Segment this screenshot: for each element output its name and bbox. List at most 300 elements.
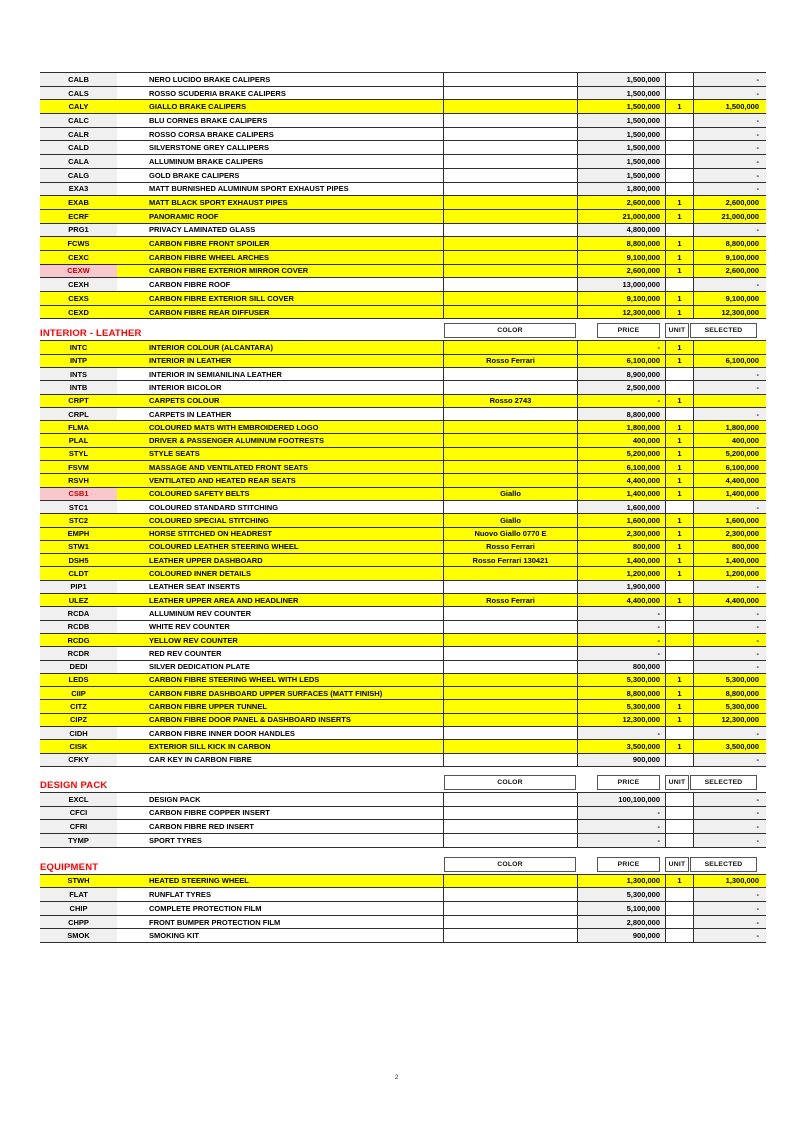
option-price-cell: 4,800,000 <box>577 224 665 237</box>
option-price-cell: 1,500,000 <box>577 100 665 113</box>
option-unit-cell: 1 <box>665 395 694 407</box>
option-code-cell: CISK <box>40 740 117 752</box>
option-description-cell: COLOURED SAFETY BELTS <box>147 488 443 500</box>
option-row <box>40 448 766 461</box>
option-code-cell: STC2 <box>40 514 117 526</box>
option-color-cell <box>443 834 577 847</box>
option-price-cell: 13,000,000 <box>577 278 665 291</box>
option-row <box>40 381 766 394</box>
spacer-cell <box>117 793 147 806</box>
option-color-cell <box>443 714 577 726</box>
option-description-cell: CARBON FIBRE UPPER TUNNEL <box>147 700 443 712</box>
option-price-cell: 3,500,000 <box>577 740 665 752</box>
option-selected-cell: - <box>694 647 766 659</box>
spacer-cell <box>117 700 147 712</box>
option-price-cell: 8,800,000 <box>577 408 665 420</box>
column-header-color: COLOR <box>444 857 576 872</box>
option-unit-cell: 1 <box>665 355 694 367</box>
option-selected-cell: - <box>694 634 766 646</box>
option-price-cell: 100,100,000 <box>577 793 665 806</box>
option-selected-cell: - <box>694 183 766 196</box>
option-unit-cell <box>665 408 694 420</box>
option-description-cell: FRONT BUMPER PROTECTION FILM <box>147 916 443 929</box>
section-title: EQUIPMENT <box>40 861 99 873</box>
option-color-cell <box>443 448 577 460</box>
option-row <box>40 306 766 320</box>
option-row <box>40 661 766 674</box>
option-description-cell: LEATHER UPPER AREA AND HEADLINER <box>147 594 443 606</box>
option-row <box>40 807 766 821</box>
option-selected-cell: - <box>694 114 766 127</box>
option-unit-cell <box>665 834 694 847</box>
option-code-cell: CEXD <box>40 306 117 319</box>
option-unit-cell <box>665 754 694 766</box>
options-table-section <box>40 857 766 943</box>
option-price-cell: - <box>577 647 665 659</box>
spacer-cell <box>117 528 147 540</box>
spacer-cell <box>117 607 147 619</box>
option-selected-cell: 1,200,000 <box>694 567 766 579</box>
option-code-cell: CALC <box>40 114 117 127</box>
option-description-cell: EXTERIOR SILL KICK IN CARBON <box>147 740 443 752</box>
option-color-cell <box>443 607 577 619</box>
option-description-cell: YELLOW REV COUNTER <box>147 634 443 646</box>
option-selected-cell: 1,400,000 <box>694 488 766 500</box>
option-color-cell <box>443 567 577 579</box>
option-code-cell: CHIP <box>40 902 117 915</box>
option-color-cell <box>443 73 577 86</box>
option-price-cell: 2,600,000 <box>577 196 665 209</box>
option-color-cell <box>443 793 577 806</box>
option-unit-cell <box>665 368 694 380</box>
option-price-cell: 2,800,000 <box>577 916 665 929</box>
option-unit-cell <box>665 793 694 806</box>
option-description-cell: SMOKING KIT <box>147 929 443 942</box>
option-selected-cell: 6,100,000 <box>694 461 766 473</box>
option-color-cell <box>443 754 577 766</box>
column-header-unit: UNIT <box>665 775 689 790</box>
option-price-cell: 5,300,000 <box>577 888 665 901</box>
option-color-cell <box>443 474 577 486</box>
option-description-cell: BLU CORNES BRAKE CALIPERS <box>147 114 443 127</box>
option-price-cell: 4,400,000 <box>577 594 665 606</box>
option-color-cell <box>443 251 577 264</box>
option-selected-cell: - <box>694 793 766 806</box>
option-description-cell: COLOURED INNER DETAILS <box>147 567 443 579</box>
option-color-cell <box>443 408 577 420</box>
option-selected-cell: 1,600,000 <box>694 514 766 526</box>
option-price-cell: 5,300,000 <box>577 674 665 686</box>
option-row <box>40 292 766 306</box>
option-unit-cell <box>665 807 694 820</box>
option-selected-cell: 5,200,000 <box>694 448 766 460</box>
option-description-cell: GIALLO BRAKE CALIPERS <box>147 100 443 113</box>
option-unit-cell <box>665 381 694 393</box>
option-code-cell: CSB1 <box>40 488 117 500</box>
option-unit-cell: 1 <box>665 210 694 223</box>
option-code-cell: STC1 <box>40 501 117 513</box>
option-price-cell: - <box>577 634 665 646</box>
option-unit-cell <box>665 501 694 513</box>
option-code-cell: CALR <box>40 128 117 141</box>
option-price-cell: - <box>577 621 665 633</box>
option-color-cell <box>443 265 577 278</box>
option-code-cell: ULEZ <box>40 594 117 606</box>
option-row <box>40 155 766 169</box>
option-row <box>40 237 766 251</box>
option-code-cell: CRPT <box>40 395 117 407</box>
spacer-cell <box>117 661 147 673</box>
option-description-cell: RUNFLAT TYRES <box>147 888 443 901</box>
option-unit-cell: 1 <box>665 594 694 606</box>
spacer-cell <box>117 740 147 752</box>
option-description-cell: ALLUMINUM BRAKE CALIPERS <box>147 155 443 168</box>
option-selected-cell: - <box>694 501 766 513</box>
spacer-cell <box>117 902 147 915</box>
spacer-cell <box>117 341 147 353</box>
option-description-cell: COLOURED STANDARD STITCHING <box>147 501 443 513</box>
option-price-cell: 1,600,000 <box>577 514 665 526</box>
options-table-section <box>40 72 766 319</box>
spacer-cell <box>117 714 147 726</box>
option-row <box>40 647 766 660</box>
option-description-cell: CARBON FIBRE REAR DIFFUSER <box>147 306 443 319</box>
spacer-cell <box>117 448 147 460</box>
option-row <box>40 265 766 279</box>
option-code-cell: CFRI <box>40 820 117 833</box>
option-description-cell: CAR KEY IN CARBON FIBRE <box>147 754 443 766</box>
option-row <box>40 114 766 128</box>
option-color-cell <box>443 155 577 168</box>
option-price-cell: - <box>577 395 665 407</box>
spacer-cell <box>117 674 147 686</box>
option-selected-cell: - <box>694 929 766 942</box>
option-code-cell: CEXC <box>40 251 117 264</box>
option-unit-cell <box>665 916 694 929</box>
option-row <box>40 674 766 687</box>
spacer-cell <box>117 434 147 446</box>
option-selected-cell: 6,100,000 <box>694 355 766 367</box>
option-price-cell: 4,400,000 <box>577 474 665 486</box>
option-unit-cell <box>665 169 694 182</box>
option-color-cell: Giallo <box>443 514 577 526</box>
spacer-cell <box>117 155 147 168</box>
section-title: DESIGN PACK <box>40 779 108 791</box>
option-color-cell <box>443 727 577 739</box>
option-row <box>40 528 766 541</box>
section-rows <box>40 72 766 319</box>
option-unit-cell <box>665 73 694 86</box>
option-code-cell: INTB <box>40 381 117 393</box>
option-description-cell: ROSSO SCUDERIA BRAKE CALIPERS <box>147 87 443 100</box>
option-selected-cell: - <box>694 807 766 820</box>
option-row <box>40 251 766 265</box>
option-code-cell: STYL <box>40 448 117 460</box>
option-description-cell: COMPLETE PROTECTION FILM <box>147 902 443 915</box>
option-selected-cell: 2,600,000 <box>694 196 766 209</box>
option-unit-cell <box>665 661 694 673</box>
option-description-cell: COLOURED SPECIAL STITCHING <box>147 514 443 526</box>
option-price-cell: 800,000 <box>577 661 665 673</box>
option-color-cell <box>443 141 577 154</box>
option-unit-cell <box>665 902 694 915</box>
option-row <box>40 196 766 210</box>
option-price-cell: 8,900,000 <box>577 368 665 380</box>
option-price-cell: 1,200,000 <box>577 567 665 579</box>
option-selected-cell: - <box>694 128 766 141</box>
option-code-cell: CALY <box>40 100 117 113</box>
option-unit-cell: 1 <box>665 306 694 319</box>
spacer-cell <box>117 278 147 291</box>
spacer-cell <box>117 834 147 847</box>
column-header-price: PRICE <box>597 775 660 790</box>
spacer-cell <box>117 807 147 820</box>
option-row <box>40 541 766 554</box>
option-row <box>40 395 766 408</box>
option-color-cell <box>443 128 577 141</box>
option-row <box>40 73 766 87</box>
option-price-cell: 6,100,000 <box>577 355 665 367</box>
option-selected-cell: 2,600,000 <box>694 265 766 278</box>
option-description-cell: CARPETS IN LEATHER <box>147 408 443 420</box>
option-selected-cell: - <box>694 902 766 915</box>
option-unit-cell <box>665 114 694 127</box>
spacer-cell <box>117 474 147 486</box>
option-selected-cell <box>694 395 766 407</box>
option-price-cell: 1,900,000 <box>577 581 665 593</box>
option-description-cell: CARPETS COLOUR <box>147 395 443 407</box>
option-row <box>40 341 766 354</box>
option-unit-cell <box>665 647 694 659</box>
section-header-row <box>40 775 766 792</box>
option-price-cell: 12,300,000 <box>577 714 665 726</box>
column-header-price: PRICE <box>597 323 660 338</box>
option-row <box>40 169 766 183</box>
option-row <box>40 100 766 114</box>
option-code-cell: DSH5 <box>40 554 117 566</box>
option-code-cell: RCDA <box>40 607 117 619</box>
option-row <box>40 368 766 381</box>
option-price-cell: - <box>577 607 665 619</box>
option-unit-cell <box>665 87 694 100</box>
option-selected-cell: - <box>694 888 766 901</box>
section-title: INTERIOR - LEATHER <box>40 328 142 340</box>
option-color-cell: Rosso Ferrari <box>443 541 577 553</box>
option-row <box>40 875 766 889</box>
option-unit-cell <box>665 581 694 593</box>
option-description-cell: CARBON FIBRE COPPER INSERT <box>147 807 443 820</box>
option-unit-cell <box>665 141 694 154</box>
option-description-cell: DESIGN PACK <box>147 793 443 806</box>
option-row <box>40 929 766 943</box>
option-description-cell: CARBON FIBRE RED INSERT <box>147 820 443 833</box>
spacer-cell <box>117 541 147 553</box>
option-price-cell: 6,100,000 <box>577 461 665 473</box>
option-price-cell: 12,300,000 <box>577 306 665 319</box>
option-price-cell: 5,100,000 <box>577 902 665 915</box>
option-code-cell: INTS <box>40 368 117 380</box>
option-color-cell <box>443 341 577 353</box>
spacer-cell <box>117 567 147 579</box>
option-price-cell: 2,300,000 <box>577 528 665 540</box>
option-color-cell <box>443 807 577 820</box>
option-price-cell: - <box>577 341 665 353</box>
option-code-cell: CHPP <box>40 916 117 929</box>
option-code-cell: PLAL <box>40 434 117 446</box>
option-row <box>40 888 766 902</box>
option-description-cell: HORSE STITCHED ON HEADREST <box>147 528 443 540</box>
option-description-cell: INTERIOR BICOLOR <box>147 381 443 393</box>
option-color-cell <box>443 634 577 646</box>
spacer-cell <box>117 183 147 196</box>
option-code-cell: SMOK <box>40 929 117 942</box>
spacer-cell <box>117 73 147 86</box>
option-description-cell: HEATED STEERING WHEEL <box>147 875 443 888</box>
option-selected-cell: - <box>694 368 766 380</box>
option-color-cell <box>443 820 577 833</box>
spacer-cell <box>117 355 147 367</box>
option-row <box>40 210 766 224</box>
option-row <box>40 793 766 807</box>
option-row <box>40 183 766 197</box>
option-color-cell <box>443 196 577 209</box>
option-color-cell: Rosso Ferrari <box>443 355 577 367</box>
option-selected-cell: 9,100,000 <box>694 292 766 305</box>
option-description-cell: LEATHER UPPER DASHBOARD <box>147 554 443 566</box>
option-row <box>40 141 766 155</box>
option-code-cell: FLAT <box>40 888 117 901</box>
option-row <box>40 421 766 434</box>
option-row <box>40 581 766 594</box>
option-price-cell: 1,300,000 <box>577 875 665 888</box>
option-row <box>40 714 766 727</box>
option-unit-cell: 1 <box>665 714 694 726</box>
spacer-cell <box>117 395 147 407</box>
section-rows <box>40 340 766 767</box>
option-row <box>40 634 766 647</box>
spacer-cell <box>117 488 147 500</box>
option-code-cell: CIDH <box>40 727 117 739</box>
option-unit-cell <box>665 155 694 168</box>
option-description-cell: INTERIOR COLOUR (ALCANTARA) <box>147 341 443 353</box>
spacer-cell <box>117 100 147 113</box>
option-price-cell: 9,100,000 <box>577 251 665 264</box>
option-price-cell: 1,800,000 <box>577 421 665 433</box>
spacer-cell <box>117 929 147 942</box>
option-unit-cell <box>665 278 694 291</box>
option-code-cell: CEXS <box>40 292 117 305</box>
section-header-row <box>40 857 766 874</box>
option-color-cell <box>443 87 577 100</box>
option-unit-cell: 1 <box>665 196 694 209</box>
option-price-cell: 1,500,000 <box>577 155 665 168</box>
option-code-cell: LEDS <box>40 674 117 686</box>
option-color-cell <box>443 434 577 446</box>
option-color-cell <box>443 237 577 250</box>
option-color-cell <box>443 114 577 127</box>
option-unit-cell <box>665 727 694 739</box>
option-color-cell <box>443 888 577 901</box>
spacer-cell <box>117 114 147 127</box>
spacer-cell <box>117 368 147 380</box>
option-description-cell: CARBON FIBRE WHEEL ARCHES <box>147 251 443 264</box>
option-price-cell: - <box>577 834 665 847</box>
option-description-cell: CARBON FIBRE DOOR PANEL & DASHBOARD INSERTS <box>147 714 443 726</box>
option-row <box>40 902 766 916</box>
option-color-cell <box>443 381 577 393</box>
spacer-cell <box>117 634 147 646</box>
option-selected-cell: 8,800,000 <box>694 687 766 699</box>
option-selected-cell: - <box>694 408 766 420</box>
option-description-cell: CARBON FIBRE EXTERIOR SILL COVER <box>147 292 443 305</box>
option-code-cell: CALA <box>40 155 117 168</box>
option-price-cell: 2,500,000 <box>577 381 665 393</box>
spacer-cell <box>117 727 147 739</box>
option-price-cell: - <box>577 820 665 833</box>
option-unit-cell: 1 <box>665 474 694 486</box>
option-color-cell <box>443 916 577 929</box>
option-color-cell <box>443 368 577 380</box>
option-selected-cell: 2,300,000 <box>694 528 766 540</box>
option-color-cell <box>443 700 577 712</box>
option-description-cell: SILVERSTONE GREY CALLIPERS <box>147 141 443 154</box>
option-selected-cell: - <box>694 381 766 393</box>
option-selected-cell: - <box>694 621 766 633</box>
option-code-cell: CEXH <box>40 278 117 291</box>
option-row <box>40 278 766 292</box>
option-row <box>40 408 766 421</box>
option-unit-cell <box>665 607 694 619</box>
option-code-cell: CALB <box>40 73 117 86</box>
option-unit-cell: 1 <box>665 434 694 446</box>
option-code-cell: FSVM <box>40 461 117 473</box>
option-unit-cell <box>665 888 694 901</box>
option-unit-cell: 1 <box>665 421 694 433</box>
options-table-section <box>40 775 766 848</box>
option-description-cell: GOLD BRAKE CALIPERS <box>147 169 443 182</box>
option-description-cell: PRIVACY LAMINATED GLASS <box>147 224 443 237</box>
option-row <box>40 594 766 607</box>
option-description-cell: VENTILATED AND HEATED REAR SEATS <box>147 474 443 486</box>
option-color-cell: Rosso Ferrari <box>443 594 577 606</box>
option-color-cell <box>443 875 577 888</box>
spacer-cell <box>117 128 147 141</box>
spacer-cell <box>117 501 147 513</box>
option-selected-cell: 4,400,000 <box>694 594 766 606</box>
option-price-cell: 1,600,000 <box>577 501 665 513</box>
option-price-cell: 1,500,000 <box>577 73 665 86</box>
option-selected-cell: - <box>694 581 766 593</box>
option-description-cell: CARBON FIBRE ROOF <box>147 278 443 291</box>
option-row <box>40 687 766 700</box>
option-code-cell: EXAB <box>40 196 117 209</box>
option-color-cell <box>443 902 577 915</box>
option-code-cell: INTP <box>40 355 117 367</box>
option-code-cell: RCDG <box>40 634 117 646</box>
option-color-cell <box>443 621 577 633</box>
option-color-cell <box>443 210 577 223</box>
option-description-cell: MATT BLACK SPORT EXHAUST PIPES <box>147 196 443 209</box>
option-code-cell: CIIP <box>40 687 117 699</box>
option-price-cell: 1,500,000 <box>577 169 665 182</box>
option-code-cell: EXA3 <box>40 183 117 196</box>
option-row <box>40 700 766 713</box>
spacer-cell <box>117 581 147 593</box>
option-description-cell: INTERIOR IN LEATHER <box>147 355 443 367</box>
option-unit-cell: 1 <box>665 100 694 113</box>
option-code-cell: DEDI <box>40 661 117 673</box>
option-unit-cell: 1 <box>665 514 694 526</box>
